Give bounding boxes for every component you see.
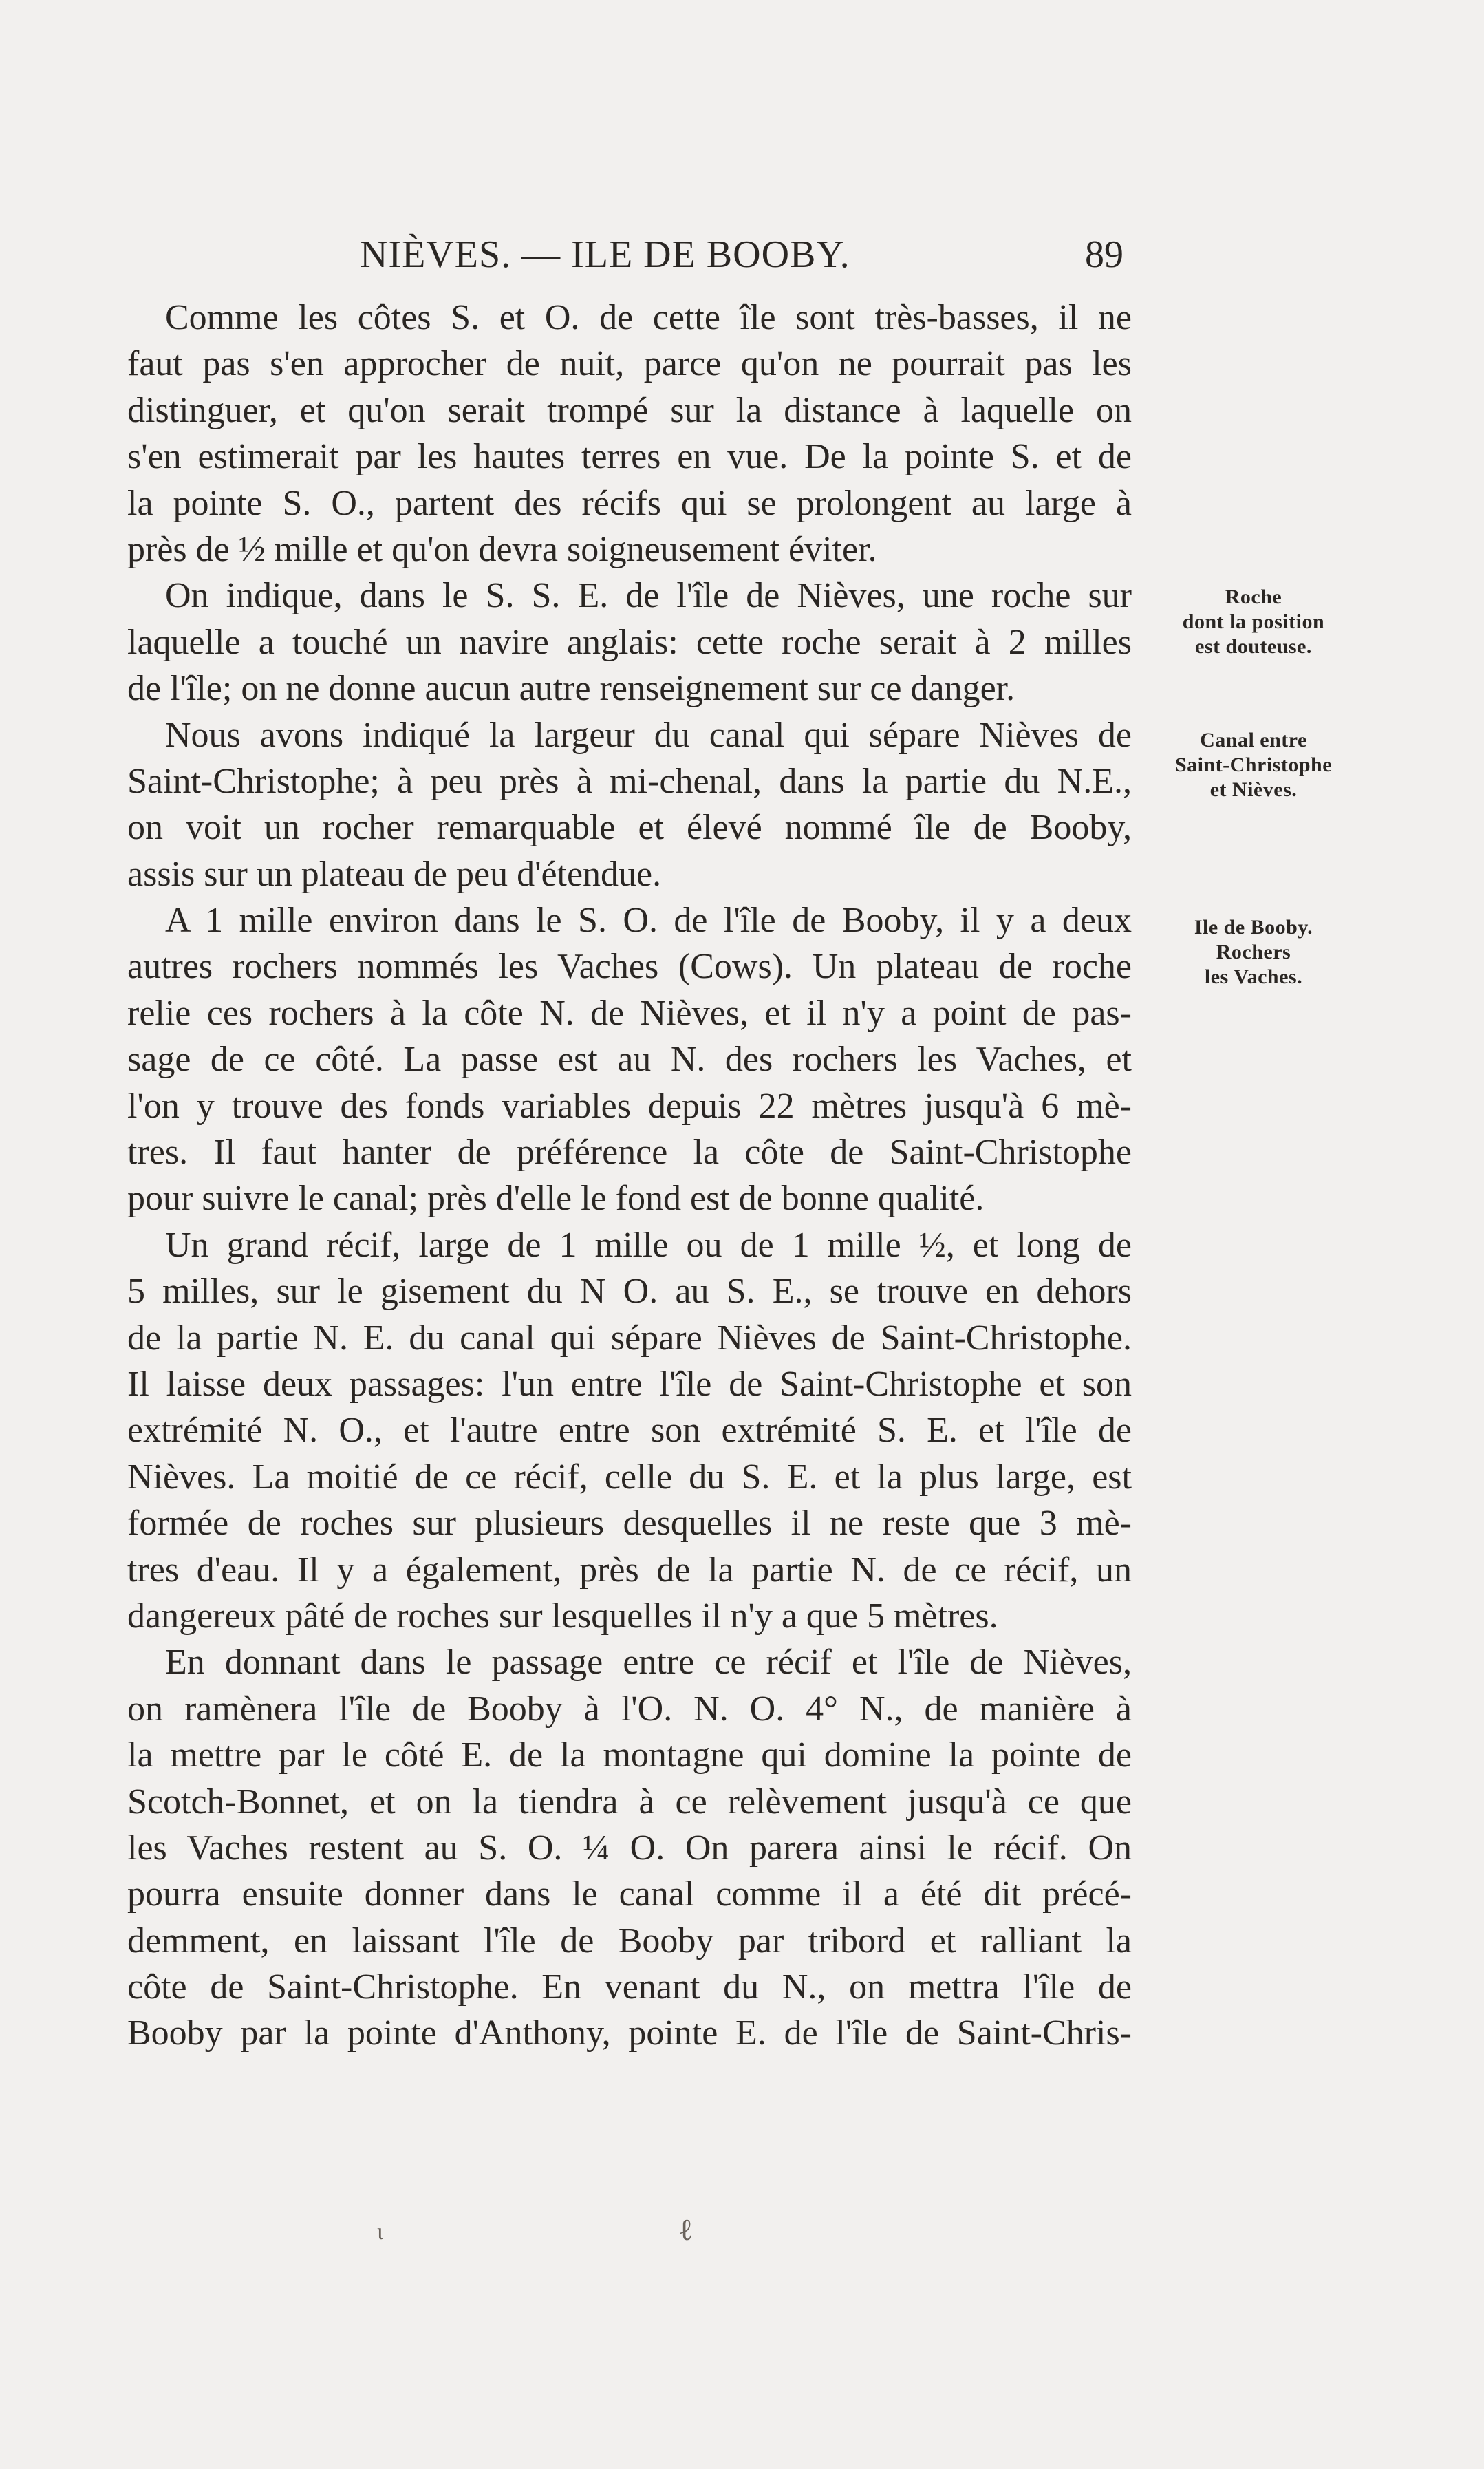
text-line: Scotch-Bonnet, et on la tiendra à ce relèvement jusqu'à ce que [127,1782,1132,1821]
text-line: s'en estimerait par les hautes terres en vue. De la pointe S. et de [127,437,1132,477]
text-line: la mettre par le côté E. de la montagne qui domine la pointe de [127,1735,1132,1775]
text-line: Booby par la pointe d'Anthony, pointe E. de l'île de Saint-Chris- [127,2013,1132,2053]
margin-note-roche [1150,585,1357,659]
text-line: côte de Saint-Christophe. En venant du N., on mettra l'île de [127,1967,1132,2007]
text-line: extrémité N. O., et l'autre entre son extrémité S. E. et l'île de [127,1411,1132,1451]
text-line: Saint-Christophe; à peu près à mi-chenal, dans la partie du N.E., [127,761,1132,801]
stray-mark: ℓ [678,2213,693,2247]
text-line: on voit un rocher remarquable et élevé nommé île de Booby, [127,808,1132,848]
text-line: assis sur un plateau de peu d'étendue. [127,854,662,894]
margin-note-line: est douteuse. [1195,635,1312,658]
running-title: NIÈVES. — ILE DE BOOBY. [360,233,850,276]
text-line: autres rochers nommés les Vaches (Cows). Un plateau de roche [127,947,1132,987]
text-line: On indique, dans le S. S. E. de l'île de Nièves, une roche sur [165,576,1132,616]
text-line: En donnant dans le passage entre ce récif et l'île de Nièves, [165,1643,1132,1682]
text-line: dangereux pâté de roches sur lesquelles il n'y a que 5 mètres. [127,1596,998,1636]
margin-note-line: les Vaches. [1204,965,1303,988]
text-line: pour suivre le canal; près d'elle le fond est de bonne qualité. [127,1179,985,1219]
text-line: pourra ensuite donner dans le canal comme il a été dit précé- [127,1874,1132,1914]
margin-note-line: Roche [1225,586,1282,608]
body-text [127,295,1132,2057]
text-line: Nous avons indiqué la largeur du canal qui sépare Nièves de [165,715,1132,755]
text-line: les Vaches restent au S. O. ¼ O. On parera ainsi le récif. On [127,1828,1132,1868]
page-number: 89 [1085,233,1123,276]
margin-note-line: Canal entre [1200,729,1307,751]
text-line: tres. Il faut hanter de préférence la côte de Saint-Christophe [127,1133,1132,1173]
margin-note-line: et Nièves. [1209,778,1298,801]
margin-note-canal [1150,728,1357,802]
margin-note-booby [1150,915,1357,990]
text-line: laquelle a touché un navire anglais: cette roche serait à 2 milles [127,622,1132,662]
text-line: relie ces rochers à la côte N. de Nièves, et il n'y a point de pas- [127,993,1132,1033]
text-line: Comme les côtes S. et O. de cette île sont très-basses, il ne [165,298,1132,337]
text-line: de l'île; on ne donne aucun autre renseignement sur ce danger. [127,669,1015,709]
margin-note-line: Rochers [1216,941,1291,963]
text-line: tres d'eau. Il y a également, près de la partie N. de ce récif, un [127,1550,1132,1590]
text-line: on ramènera l'île de Booby à l'O. N. O. 4° N., de manière à [127,1689,1132,1729]
margin-note-line: Ile de Booby. [1194,916,1313,939]
text-line: Un grand récif, large de 1 mille ou de 1 mille ½, et long de [165,1225,1132,1265]
text-line: faut pas s'en approcher de nuit, parce qu'on ne pourrait pas les [127,344,1132,384]
page-header [360,231,1123,279]
stray-mark: ɩ [377,2219,384,2245]
margin-note-line: dont la position [1182,610,1325,633]
text-line: 5 milles, sur le gisement du N O. au S. E., se trouve en dehors [127,1272,1132,1312]
text-line: distinguer, et qu'on serait trompé sur la distance à laquelle on [127,390,1132,430]
text-line: la pointe S. O., partent des récifs qui se prolongent au large à [127,483,1132,523]
text-line: près de ½ mille et qu'on devra soigneusement éviter. [127,529,877,569]
margin-note-line: Saint-Christophe [1174,753,1333,776]
text-line: sage de ce côté. La passe est au N. des rochers les Vaches, et [127,1040,1132,1080]
text-line: de la partie N. E. du canal qui sépare Nièves de Saint-Christophe. [127,1318,1132,1358]
text-line: l'on y trouve des fonds variables depuis 22 mètres jusqu'à 6 mè- [127,1086,1132,1126]
text-line: Il laisse deux passages: l'un entre l'île de Saint-Christophe et son [127,1364,1132,1404]
text-line: A 1 mille environ dans le S. O. de l'île de Booby, il y a deux [165,901,1132,941]
text-line: formée de roches sur plusieurs desquelles il ne reste que 3 mè- [127,1504,1132,1543]
text-line: Nièves. La moitié de ce récif, celle du S. E. et la plus large, est [127,1457,1132,1497]
text-line: demment, en laissant l'île de Booby par tribord et ralliant la [127,1921,1132,1960]
